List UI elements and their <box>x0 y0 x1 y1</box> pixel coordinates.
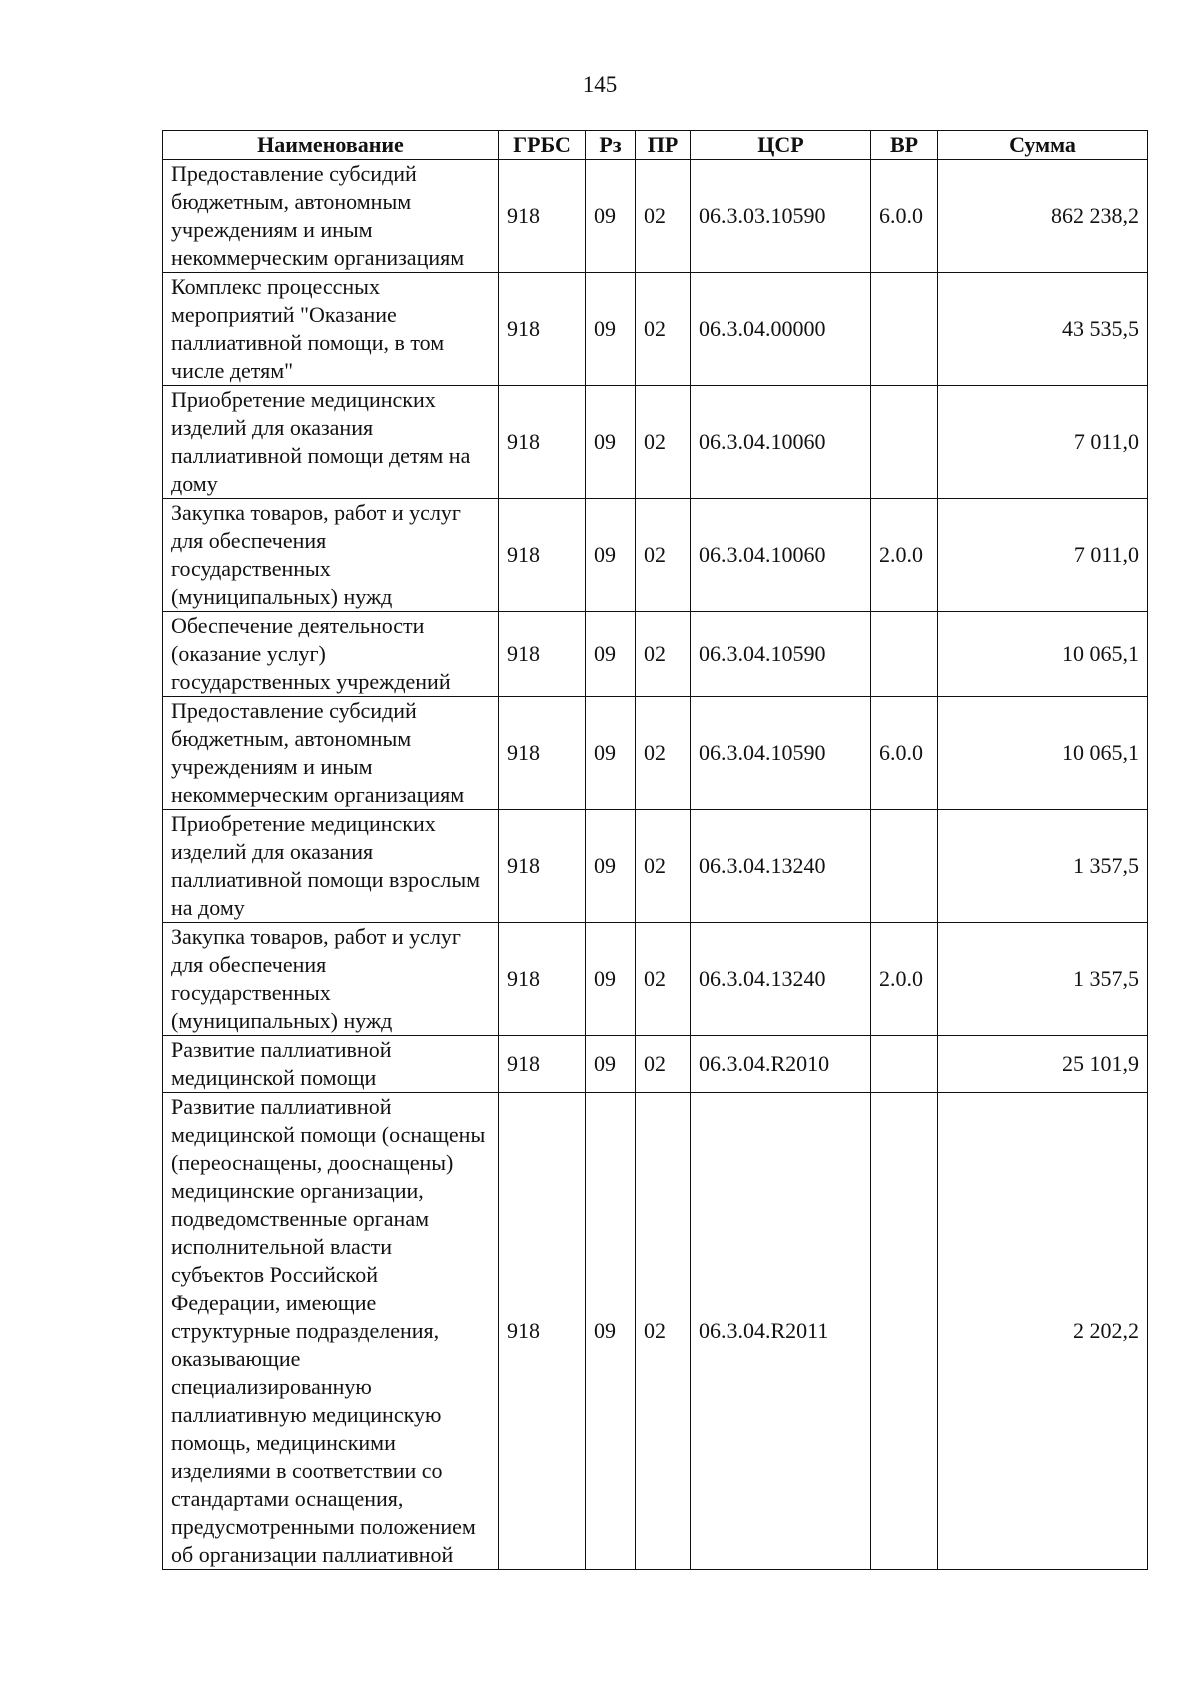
table-row <box>163 923 1148 1036</box>
header-vr: ВР <box>871 131 938 160</box>
row-csr: 06.3.04.10060 <box>691 499 871 612</box>
row-sum: 7 011,0 <box>938 499 1148 612</box>
row-sum: 10 065,1 <box>938 612 1148 697</box>
row-grbs: 918 <box>499 810 586 923</box>
row-sum: 1 357,5 <box>938 810 1148 923</box>
row-sum: 43 535,5 <box>938 273 1148 386</box>
row-name: Закупка товаров, работ и услуг для обеспечения государственных (муниципальных) нужд <box>163 923 499 1036</box>
table-row <box>163 273 1148 386</box>
header-csr: ЦСР <box>691 131 871 160</box>
row-csr: 06.3.04.R2010 <box>691 1036 871 1093</box>
table-row <box>163 810 1148 923</box>
row-rz: 09 <box>586 810 636 923</box>
row-sum: 1 357,5 <box>938 923 1148 1036</box>
row-grbs: 918 <box>499 160 586 273</box>
row-sum: 10 065,1 <box>938 697 1148 810</box>
row-vr <box>871 810 938 923</box>
table-row <box>163 386 1148 499</box>
row-pr: 02 <box>636 499 691 612</box>
row-vr <box>871 612 938 697</box>
page-number: 145 <box>582 72 618 97</box>
row-name: Приобретение медицинских изделий для оказания паллиативной помощи детям на дому <box>163 386 499 499</box>
row-pr: 02 <box>636 923 691 1036</box>
row-rz: 09 <box>586 923 636 1036</box>
table-row <box>163 1093 1148 1570</box>
row-name: Приобретение медицинских изделий для оказания паллиативной помощи взрослым на дому <box>163 810 499 923</box>
row-vr: 2.0.0 <box>871 923 938 1036</box>
row-name: Комплекс процессных мероприятий "Оказание паллиативной помощи, в том числе детям" <box>163 273 499 386</box>
header-name: Наименование <box>163 131 499 160</box>
row-name: Предоставление субсидий бюджетным, автономным учреждениям и иным некоммерческим организациям <box>163 697 499 810</box>
row-pr: 02 <box>636 612 691 697</box>
row-pr: 02 <box>636 273 691 386</box>
row-vr <box>871 273 938 386</box>
row-sum: 2 202,2 <box>938 1093 1148 1570</box>
table-row <box>163 612 1148 697</box>
table-header-row <box>163 131 1148 160</box>
row-vr <box>871 1093 938 1570</box>
row-sum: 25 101,9 <box>938 1036 1148 1093</box>
row-pr: 02 <box>636 160 691 273</box>
row-rz: 09 <box>586 1036 636 1093</box>
row-rz: 09 <box>586 160 636 273</box>
row-sum: 7 011,0 <box>938 386 1148 499</box>
budget-table <box>162 130 1148 1570</box>
row-name: Закупка товаров, работ и услуг для обеспечения государственных (муниципальных) нужд <box>163 499 499 612</box>
row-grbs: 918 <box>499 923 586 1036</box>
row-grbs: 918 <box>499 697 586 810</box>
row-name: Обеспечение деятельности (оказание услуг) государственных учреждений <box>163 612 499 697</box>
row-grbs: 918 <box>499 1093 586 1570</box>
row-grbs: 918 <box>499 499 586 612</box>
row-csr: 06.3.04.10590 <box>691 612 871 697</box>
row-rz: 09 <box>586 499 636 612</box>
row-csr: 06.3.04.13240 <box>691 923 871 1036</box>
table-row <box>163 160 1148 273</box>
row-grbs: 918 <box>499 612 586 697</box>
table-row <box>163 1036 1148 1093</box>
row-vr: 6.0.0 <box>871 160 938 273</box>
header-rz: Рз <box>586 131 636 160</box>
table-row <box>163 499 1148 612</box>
row-pr: 02 <box>636 1036 691 1093</box>
row-csr: 06.3.04.13240 <box>691 810 871 923</box>
row-name: Предоставление субсидий бюджетным, автономным учреждениям и иным некоммерческим организациям <box>163 160 499 273</box>
row-pr: 02 <box>636 810 691 923</box>
row-csr: 06.3.04.00000 <box>691 273 871 386</box>
row-name: Развитие паллиативной медицинской помощи <box>163 1036 499 1093</box>
header-grbs: ГРБС <box>499 131 586 160</box>
row-pr: 02 <box>636 1093 691 1570</box>
row-rz: 09 <box>586 386 636 499</box>
row-grbs: 918 <box>499 386 586 499</box>
row-pr: 02 <box>636 386 691 499</box>
row-rz: 09 <box>586 273 636 386</box>
row-sum: 862 238,2 <box>938 160 1148 273</box>
header-sum: Сумма <box>938 131 1148 160</box>
row-csr: 06.3.03.10590 <box>691 160 871 273</box>
row-csr: 06.3.04.10060 <box>691 386 871 499</box>
row-rz: 09 <box>586 1093 636 1570</box>
row-rz: 09 <box>586 697 636 810</box>
row-csr: 06.3.04.R2011 <box>691 1093 871 1570</box>
row-vr: 2.0.0 <box>871 499 938 612</box>
row-grbs: 918 <box>499 273 586 386</box>
row-vr: 6.0.0 <box>871 697 938 810</box>
row-pr: 02 <box>636 697 691 810</box>
row-grbs: 918 <box>499 1036 586 1093</box>
row-csr: 06.3.04.10590 <box>691 697 871 810</box>
header-pr: ПР <box>636 131 691 160</box>
row-vr <box>871 386 938 499</box>
table-row <box>163 697 1148 810</box>
row-name: Развитие паллиативной медицинской помощи (оснащены (переоснащены, дооснащены) медицинские организации, подведомственные органам исполнительной власти субъектов Российской Федерации, имеющие структурные подразделения, оказывающие специализированную паллиативную медицинскую помощь, медицинскими изделиями в соответствии со стандартами оснащения, предусмотренными положением об организации паллиативной <box>163 1093 499 1570</box>
row-rz: 09 <box>586 612 636 697</box>
row-vr <box>871 1036 938 1093</box>
